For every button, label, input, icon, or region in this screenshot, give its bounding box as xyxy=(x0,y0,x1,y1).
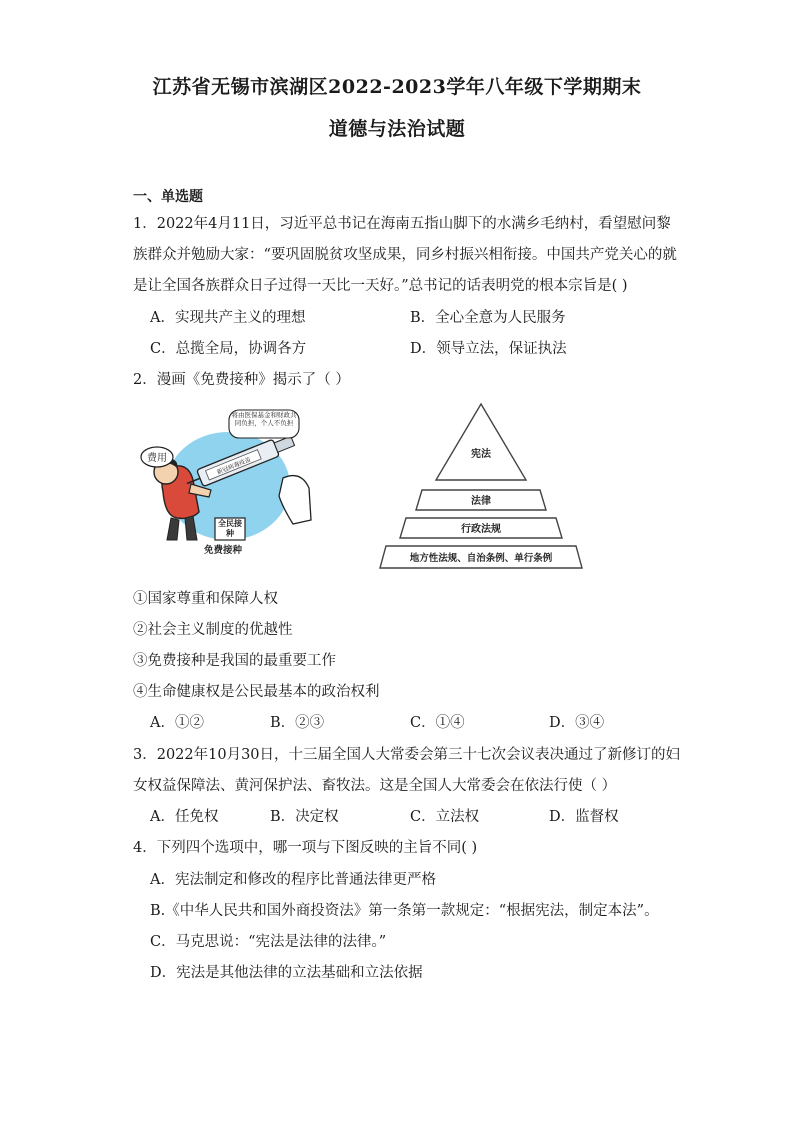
pyramid-label-3: 行政法规 xyxy=(461,524,501,535)
q2-stem: 2．漫画《免费接种》揭示了（ ） xyxy=(133,372,350,388)
q2-item-1: ①国家尊重和保障人权 xyxy=(133,591,278,607)
title-line-2: 道德与法治试题 xyxy=(328,118,466,140)
q1-option-a[interactable]: A．实现共产主义的理想 xyxy=(150,310,306,326)
q2-option-c[interactable]: C．①④ xyxy=(410,715,465,731)
title-line-1: 江苏省无锡市滨湖区2022-2023学年八年级下学期期末 xyxy=(152,76,642,98)
q1-option-b[interactable]: B．全心全意为人民服务 xyxy=(410,310,566,326)
q3-line-1: 3．2022年10月30日，十三届全国人大常委会第三十七次会议表决通过了新修订的妇 xyxy=(133,747,681,763)
hand xyxy=(279,476,311,524)
q3-option-b[interactable]: B．决定权 xyxy=(270,809,339,825)
q1-option-d[interactable]: D．领导立法，保证执法 xyxy=(410,341,567,357)
syringe-text: 将由医保基金和财政共同负担，个人不负担 xyxy=(231,411,297,427)
q3-option-d[interactable]: D．监督权 xyxy=(549,809,619,825)
q1-line-2: 族群众并勉励大家：“要巩固脱贫攻坚成果，同乡村振兴相衔接。中国共产党关心的就 xyxy=(133,247,677,263)
q4-option-a[interactable]: A．宪法制定和修改的程序比普通法律更严格 xyxy=(150,872,436,888)
q1-line-1: 1．2022年4月11日，习近平总书记在海南五指山脚下的水满乡毛纳村，看望慰问黎 xyxy=(133,216,671,232)
cartoon-figure xyxy=(133,400,313,558)
pyramid-diagram xyxy=(378,400,584,572)
pyramid-label-2: 法律 xyxy=(471,496,491,507)
q3-line-2: 女权益保障法、黄河保护法、畜牧法。这是全国人大常委会在依法行使（ ） xyxy=(133,778,617,794)
legal-pyramid xyxy=(378,400,584,572)
vaccine-label: 新冠病毒疫苗 xyxy=(215,456,252,477)
fee-label: 费用 xyxy=(147,453,167,464)
pyramid-label-4: 地方性法规、自治条例、单行条例 xyxy=(409,553,553,564)
q2-option-a[interactable]: A．①② xyxy=(150,715,204,731)
q1-option-c[interactable]: C．总揽全局，协调各方 xyxy=(150,341,307,357)
q4-option-b[interactable]: B.《中华人民共和国外商投资法》第一条第一款规定：“根据宪法，制定本法”。 xyxy=(150,903,659,919)
q3-option-c[interactable]: C．立法权 xyxy=(410,809,480,825)
q1-line-3: 是让全国各族群众日子过得一天比一天好。”总书记的话表明党的根本宗旨是( ) xyxy=(133,278,628,294)
sign-text: 全民接种 xyxy=(218,519,242,538)
cartoon-drawing xyxy=(133,400,313,558)
q2-option-d[interactable]: D．③④ xyxy=(549,715,605,731)
q2-item-2: ②社会主义制度的优越性 xyxy=(133,622,293,638)
q4-stem: 4．下列四个选项中，哪一项与下图反映的主旨不同( ) xyxy=(133,840,478,856)
q4-option-c[interactable]: C．马克思说：“宪法是法律的法律。” xyxy=(150,934,387,950)
q2-item-4: ④生命健康权是公民最基本的政治权利 xyxy=(133,684,380,700)
pyramid-label-1: 宪法 xyxy=(471,449,491,460)
q2-option-b[interactable]: B．②③ xyxy=(270,715,325,731)
q3-option-a[interactable]: A．任免权 xyxy=(150,809,219,825)
cartoon-caption: 免费接种 xyxy=(203,545,243,556)
q4-option-d[interactable]: D．宪法是其他法律的立法基础和立法依据 xyxy=(150,965,423,981)
section-heading: 一、单选题 xyxy=(133,189,203,205)
q2-item-3: ③免费接种是我国的最重要工作 xyxy=(133,653,336,669)
pyramid-top xyxy=(436,404,526,480)
